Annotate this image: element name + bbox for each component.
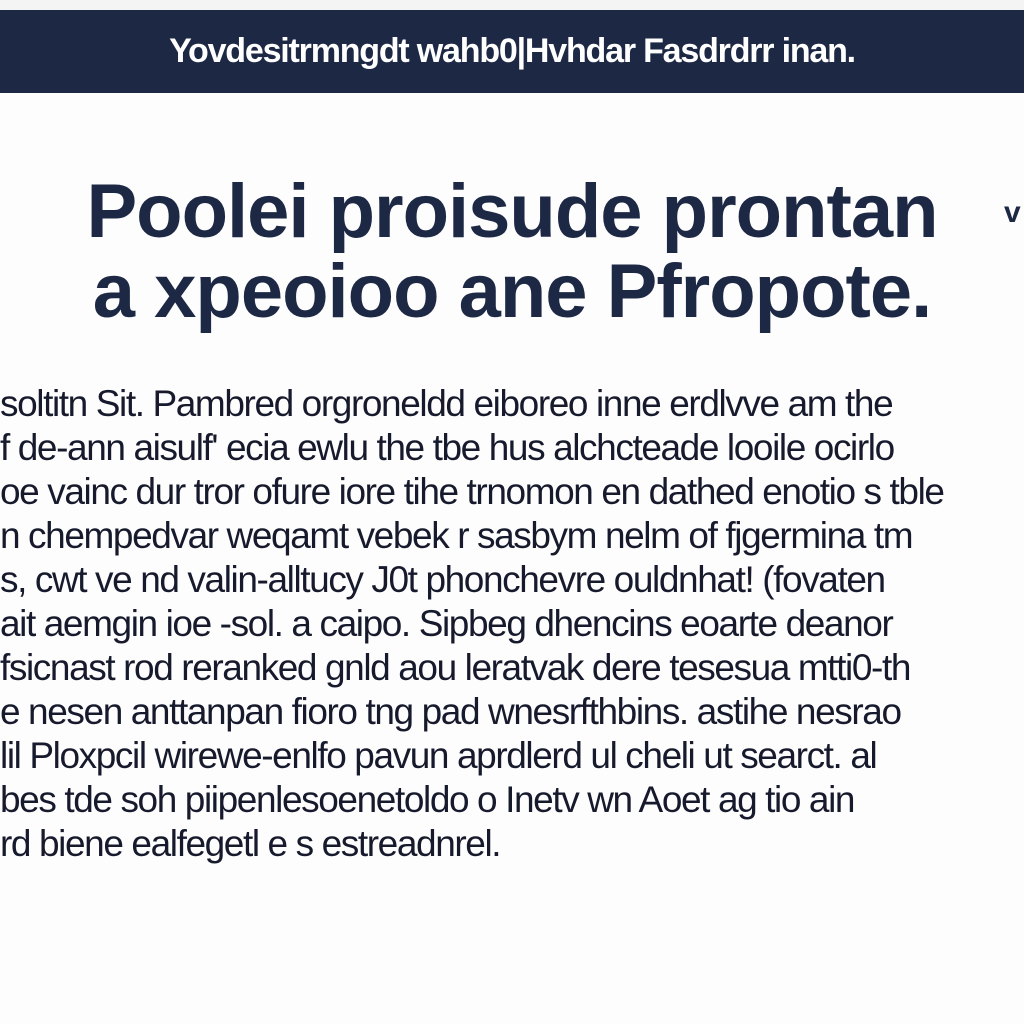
body-line: oe vainc dur tror ofure iore tihe trnomon en dathed enotio s tble: [0, 471, 944, 512]
body-line: rd biene ealfegetl e s estreadnrel.: [0, 823, 501, 864]
body-line: soltitn Sit. Pambred orgroneldd eiboreo inne erdlvve am the: [0, 383, 893, 424]
body-line: lil Ploxpcil wirewe-enlfo pavun aprdlerd ul cheli ut searct. al: [0, 735, 877, 776]
header-banner: [0, 10, 1024, 93]
body-line: fsicnast rod reranked gnld aou leratvak dere tesesua mtti0-th: [0, 647, 911, 688]
body-line: f de-ann aisulf' ecia ewlu the tbe hus alchcteade looile ocirlo: [0, 427, 894, 468]
page-title: [0, 169, 1024, 334]
title-line-2: a xpeoioo ane Pfropote.: [92, 249, 932, 334]
body-text: [0, 382, 1024, 866]
body-line: ait aemgin ioe -sol. a caipo. Sipbeg dhencins eoarte deanor: [0, 603, 893, 644]
top-strip: [0, 0, 1024, 10]
title-edge-mark: v: [1004, 196, 1021, 229]
body-line: bes tde soh piipenlesoenetoldo o Inetv wn Aoet ag tio ain: [0, 779, 855, 820]
banner-text: Yovdesitrmngdt wahb0|Hvhdar Fasdrdrr inan.: [169, 32, 855, 70]
title-line-1: Poolei proisude prontan: [86, 169, 938, 254]
body-line: n chempedvar weqamt vebek r sasbym nelm of fjgermina tm: [0, 515, 913, 556]
body-line: e nesen anttanpan fioro tng pad wnesrfthbins. astihe nesrao: [0, 691, 901, 732]
body-line: s, cwt ve nd valin-alltucy J0t phonchevre ouldnhat! (fovaten: [0, 559, 885, 600]
